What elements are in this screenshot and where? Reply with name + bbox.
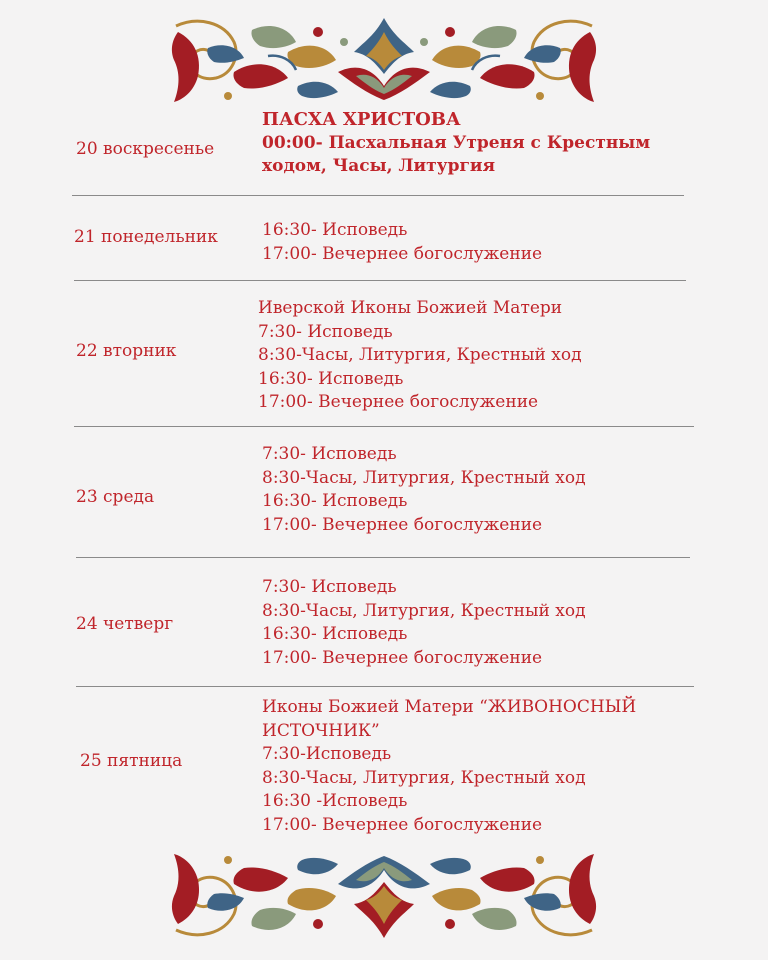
divider (72, 195, 684, 196)
event-line: 7:30- Исповедь (262, 577, 397, 597)
day-label-24: 24 четверг (76, 614, 174, 634)
day-events-21 (262, 219, 542, 266)
event-line: 8:30-Часы, Литургия, Крестный ход (258, 345, 582, 365)
event-line: 17:00- Вечернее богослужение (258, 392, 539, 412)
event-line: 8:30-Часы, Литургия, Крестный ход (262, 767, 586, 788)
day-events-23 (262, 443, 586, 537)
event-line: 16:30- Исповедь (262, 220, 408, 240)
feast-title: ПАСХА ХРИСТОВА (262, 109, 461, 130)
divider (76, 686, 694, 687)
day-events-22 (258, 297, 582, 415)
event-line: 17:00- Вечернее богослужение (262, 814, 543, 835)
day-label-21: 21 понедельник (74, 227, 218, 247)
event-line: ходом, Часы, Литургия (262, 156, 496, 176)
event-line: 7:30- Исповедь (262, 444, 397, 464)
event-line: 16:30 -Исповедь (262, 791, 408, 811)
divider (74, 280, 686, 281)
folk-floral-ornament-bottom-icon (168, 848, 600, 944)
day-events-25 (262, 696, 636, 837)
feast-line: Иверской Иконы Божией Матери (258, 298, 563, 318)
event-line: 16:30- Исповедь (262, 491, 408, 511)
folk-floral-ornament-top-icon (168, 12, 600, 108)
event-line: 17:00- Вечернее богослужение (262, 647, 543, 668)
event-line: 16:30- Исповедь (258, 368, 404, 389)
event-line: 17:00- Вечернее богослужение (262, 514, 543, 535)
divider (74, 426, 694, 427)
event-line: 7:30- Исповедь (258, 321, 393, 342)
event-line: 16:30- Исповедь (262, 624, 408, 644)
feast-line: Иконы Божией Матери “ЖИВОНОСНЫЙ (262, 697, 637, 717)
day-events-24 (262, 576, 586, 670)
event-line: 00:00- Пасхальная Утреня с Крестным (262, 132, 651, 153)
day-label-25: 25 пятница (80, 751, 183, 771)
event-line: 17:00- Вечернее богослужение (262, 243, 543, 264)
day-label-22: 22 вторник (76, 341, 177, 361)
day-events-20 (262, 108, 650, 179)
day-label-23: 23 среда (76, 487, 155, 507)
event-line: 8:30-Часы, Литургия, Крестный ход (262, 600, 586, 621)
feast-line: ИСТОЧНИК” (262, 720, 380, 741)
divider (76, 557, 690, 558)
event-line: 8:30-Часы, Литургия, Крестный ход (262, 467, 586, 488)
event-line: 7:30-Исповедь (262, 744, 392, 764)
day-label-20: 20 воскресенье (76, 139, 215, 159)
